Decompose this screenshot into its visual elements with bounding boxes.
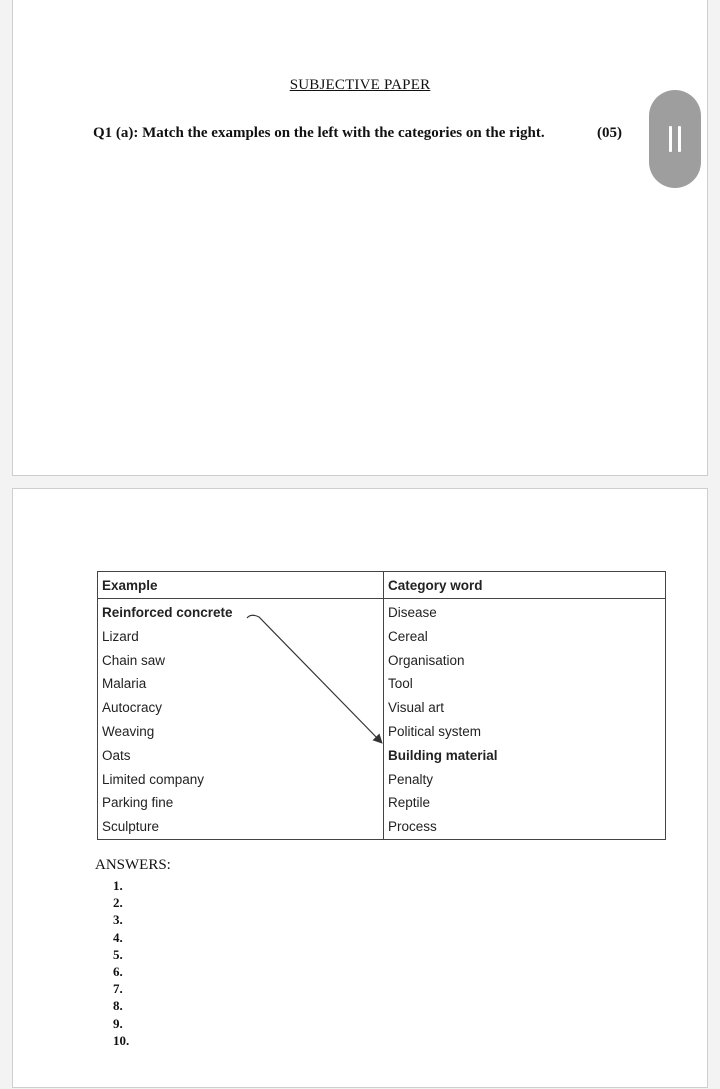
category-cell: Political system: [384, 720, 666, 744]
answer-number: 9.: [113, 1015, 123, 1031]
answer-number: 8.: [113, 998, 123, 1014]
question-text: Q1 (a): Match the examples on the left with the categories on the right.: [93, 125, 545, 141]
scroll-handle[interactable]: [649, 90, 701, 188]
category-cell: Penalty: [384, 768, 666, 792]
pause-icon: [669, 126, 681, 152]
page-title: SUBJECTIVE PAPER: [289, 77, 431, 93]
table-row: [98, 672, 666, 696]
example-cell: Malaria: [98, 672, 384, 696]
category-cell: Building material: [384, 744, 666, 768]
answer-number: 1.: [113, 878, 123, 893]
table-row: [98, 720, 666, 744]
example-cell: Weaving: [98, 720, 384, 744]
table-row: [98, 696, 666, 720]
matching-table: [97, 571, 666, 840]
category-cell: Process: [384, 815, 666, 839]
category-cell: Tool: [384, 672, 666, 696]
answer-number: 6.: [113, 963, 123, 979]
table-row: [98, 649, 666, 673]
example-cell: Sculpture: [98, 815, 384, 839]
table-header-row: [98, 572, 666, 599]
category-cell: Disease: [384, 599, 666, 625]
example-cell: Oats: [98, 744, 384, 768]
table-row: [98, 815, 666, 839]
answer-number: 5.: [113, 946, 123, 962]
answer-number: 7.: [113, 981, 123, 997]
answer-number: 4.: [113, 929, 123, 945]
example-cell: Parking fine: [98, 791, 384, 815]
example-cell: Lizard: [98, 625, 384, 649]
table-row: [98, 791, 666, 815]
table-row: [98, 768, 666, 792]
example-cell: Reinforced concrete: [98, 599, 384, 625]
answer-number: 3.: [113, 912, 123, 928]
answers-label: ANSWERS:: [95, 857, 171, 873]
table-row: [98, 744, 666, 768]
column-header-category: Category word: [384, 572, 666, 599]
category-cell: Reptile: [384, 791, 666, 815]
category-cell: Cereal: [384, 625, 666, 649]
category-cell: Organisation: [384, 649, 666, 673]
answer-number: 2.: [113, 895, 123, 911]
example-cell: Autocracy: [98, 696, 384, 720]
answers-list: [113, 877, 129, 1049]
table-row: [98, 599, 666, 625]
question-marks: (05): [597, 125, 622, 141]
category-cell: Visual art: [384, 696, 666, 720]
page-two: [12, 488, 708, 1088]
example-cell: Limited company: [98, 768, 384, 792]
table-row: [98, 625, 666, 649]
page-one: [12, 0, 708, 476]
example-cell: Chain saw: [98, 649, 384, 673]
column-header-example: Example: [98, 572, 384, 599]
answer-number: 10.: [113, 1032, 130, 1048]
